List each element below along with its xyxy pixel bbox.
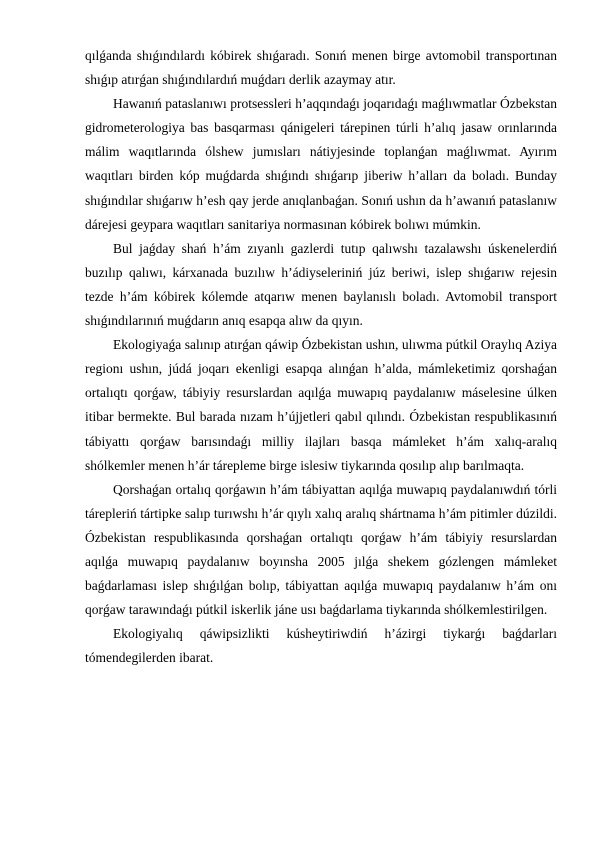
paragraph-2: Hawanıń pataslanıwı protsessleri h’aqqındaǵı joqarıdaǵı maǵlıwmatlar Ózbekstan gidrometerologiya bas basqarması qánigeleri tárepinen túrli h’alıq jasaw orınlarında málim waqıtlarında ólshew jumısları nátiyjesinde toplanǵan maǵlıwmat. Ayırım waqıtları birden kóp muǵdarda shıǵındı shıǵarıp jiberiw h’alları da boladı. Bunday shıǵındılar shıǵarıw h’esh qay jerde anıqlanbaǵan. Sonıń ushın da h’awanıń pataslanıw dárejesi geypara waqıtları sanitariya normasınan kóbirek bolıwı múmkin. bbox=[85, 96, 557, 232]
paragraph-1: qılǵanda shıǵındılardı kóbirek shıǵaradı. Sonıń menen birge avtomobil transportınan shıǵıp atırǵan shıǵındılardıń muǵdarı derlik azaymay atır. bbox=[85, 48, 557, 88]
paragraph-5: Qorshaǵan ortalıq qorǵawın h’ám tábiyattan aqılǵa muwapıq paydalanıwdıń tórli tárepleriń tártipke salıp turıwshı h’ár qıylı xalıq aralıq shártnama h’ám pitimler dúzildi. Ózbekistan respublikasında qorshaǵan ortalıqtı qorǵaw h’ám tábiyiy resurslardan aqılǵa muwapıq paydalanıw boyınsha 2005 jılǵa shekem gózlengen mámleket baǵdarlaması islep shıǵılǵan bolıp, tábiyattan aqılǵa muwapıq paydalanıw h’ám onı qorǵaw tarawındaǵı pútkil iskerlik jáne usı baǵdarlama tiykarında shólkemlestirilgen. bbox=[85, 481, 557, 618]
paragraph-4: Ekologiyaǵa salınıp atırǵan qáwip Ózbekistan ushın, ulıwma pútkil Oraylıq Aziya regionı ushın, júdá joqarı ekenligi esapqa alınǵan h’alda, mámleketimiz qorshaǵan ortalıqtı qorǵaw, tábiyiy resurslardan aqılǵa muwapıq paydalanıw máselesine úlken itibar bermekte. Bul barada nızam h’újjetleri qabıl qılındı. Ózbekistan respublikasınıń tábiyattı qorǵaw barısındaǵı milliy ilajları basqa mámleket h’ám xalıq-aralıq shólkemler menen h’ár tárepleme birge islesiw tiykarında qosılıp alıp barılmaqta. bbox=[85, 337, 557, 473]
paragraph-3: Bul jaǵday shań h’ám zıyanlı gazlerdi tutıp qalıwshı tazalawshı úskenelerdiń buzılıp qalıwı, kárxanada buzılıw h’ádiyseleriniń júz beriwi, islep shıǵarıw rejesin tezde h’ám kóbirek kólemde atqarıw menen baylanıslı boladı. Avtomobil transport shıǵındılarınıń muǵdarın anıq esapqa alıw da qıyın. bbox=[85, 240, 557, 329]
document-page bbox=[85, 44, 557, 670]
paragraph-6: Ekologiyalıq qáwipsizlikti kúsheytiriwdiń h’ázirgi tiykarǵı baǵdarları tómendegilerden ibarat. bbox=[85, 626, 557, 666]
